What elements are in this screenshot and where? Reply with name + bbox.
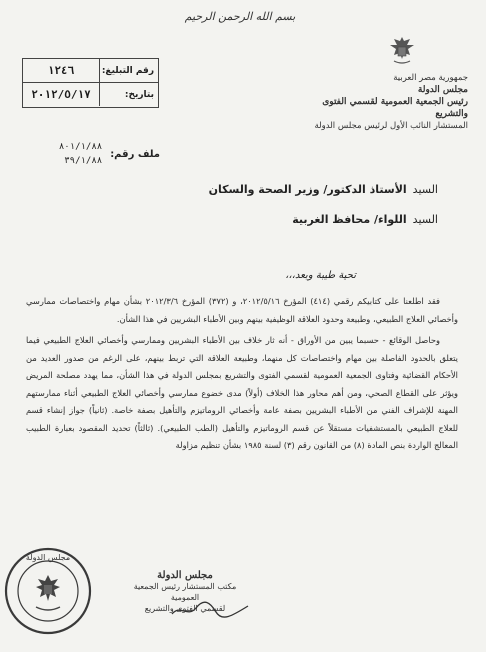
letterhead-country: جمهورية مصر العربية xyxy=(393,73,468,83)
signature-line-1: مجلس الدولة xyxy=(157,570,213,581)
recipient-name: اللواء/ محافظ الغربية xyxy=(292,213,407,226)
greeting: تحية طيبة وبعد،،، xyxy=(285,270,356,281)
letterhead xyxy=(298,72,468,132)
file-number-label: ملف رقم: xyxy=(110,148,160,160)
letter-body xyxy=(26,293,458,459)
body-paragraph: وحاصل الوقائع - حسبما يبين من الأوراق - أنه ثار خلاف بين الأطباء البشريين وممارسي وأخصائي العلاج الطبيعي فيما يتعلق بالحدود الفاصلة بين مهام واختصاصات كل منهما، وطبيعة العلاقة التي تربط بينهم، على الرغم من صدور العديد من الأحكام القضائية وفتاوى الجمعية العمومية لقسمي الفتوى والتشريع بمجلس الدولة في هذا الشأن، مما يهدد مصلحة المريض ويؤثر على القطاع الصحي، ومن أهم محاور هذا الخلاف (أولاً) مدى خضوع ممارسي وأخصائي العلاج الطبيعي أثناء ممارستهم المهنة للإشراف الفني من الأطباء البشريين بصفة عامة وأخصائي الروماتيزم والتأهيل بصفة خاصة. (ثانياً) جواز إنشاء قسم للعلاج الطبيعي بالمستشفيات مستقلاً عن قسم الروماتيزم والتأهيل (الطب الطبيعي). (ثالثاً) تحديد المقصود بعبارة الطبيب المعالج الواردة بنص المادة (٨) من القانون رقم (٣) لسنة ١٩٨٥ بشأن تنظيم مزاولة xyxy=(26,335,458,450)
ref-number-label: رقم التبليغ: xyxy=(99,59,158,82)
reference-box xyxy=(22,58,159,108)
letterhead-subtitle: المستشار النائب الأول لرئيس مجلس الدولة xyxy=(314,121,468,131)
letterhead-council: مجلس الدولة xyxy=(417,85,468,95)
official-seal-stamp xyxy=(2,545,94,637)
recipient-prefix: السيد xyxy=(412,183,438,196)
recipient-name: الأستاذ الدكتور/ وزير الصحة والسكان xyxy=(208,183,407,196)
ref-date-label: بتاريخ: xyxy=(99,83,158,106)
file-number-value: ٣٩/١/٨٨ xyxy=(64,156,103,166)
signature-line-2: مكتب المستشار رئيس الجمعية العمومية xyxy=(133,582,237,602)
file-number-value: ٨٠١/١/٨٨ xyxy=(58,142,103,152)
file-number xyxy=(45,140,160,168)
basmala: بسم الله الرحمن الرحيم xyxy=(184,10,296,23)
handwritten-signature xyxy=(170,600,250,620)
stamp-text: مجلس الدولة xyxy=(25,553,71,562)
file-number-values xyxy=(59,140,102,168)
ref-number-row xyxy=(23,59,158,83)
eagle-emblem-icon xyxy=(388,35,416,67)
recipient-prefix: السيد xyxy=(412,213,438,226)
body-paragraph: فقد اطلعنا على كتابيكم رقمي (٤١٤) المؤرخ ٢٠١٢/٥/١٦، و (٣٧٢) المؤرخ ٢٠١٢/٣/٦ بشأن مهام واختصاصات ممارسي وأخصائي العلاج الطبيعي، وطبيعة وحدود العلاقة الوظيفية بينهم وبين الأطباء البشريين في هذا الشأن. xyxy=(26,296,458,324)
ref-number-value: ١٢٤٦ xyxy=(47,64,75,77)
letterhead-title: رئيس الجمعية العمومية لقسمي الفتوى والتشريع xyxy=(322,97,468,119)
ref-date-row xyxy=(23,83,158,106)
recipient-2 xyxy=(292,213,438,226)
signature-line-3: لقسمي الفتوى والتشريع xyxy=(144,604,226,613)
ref-date-value: ٢٠١٢/٥/١٧ xyxy=(31,88,91,101)
recipient-1 xyxy=(209,183,438,196)
